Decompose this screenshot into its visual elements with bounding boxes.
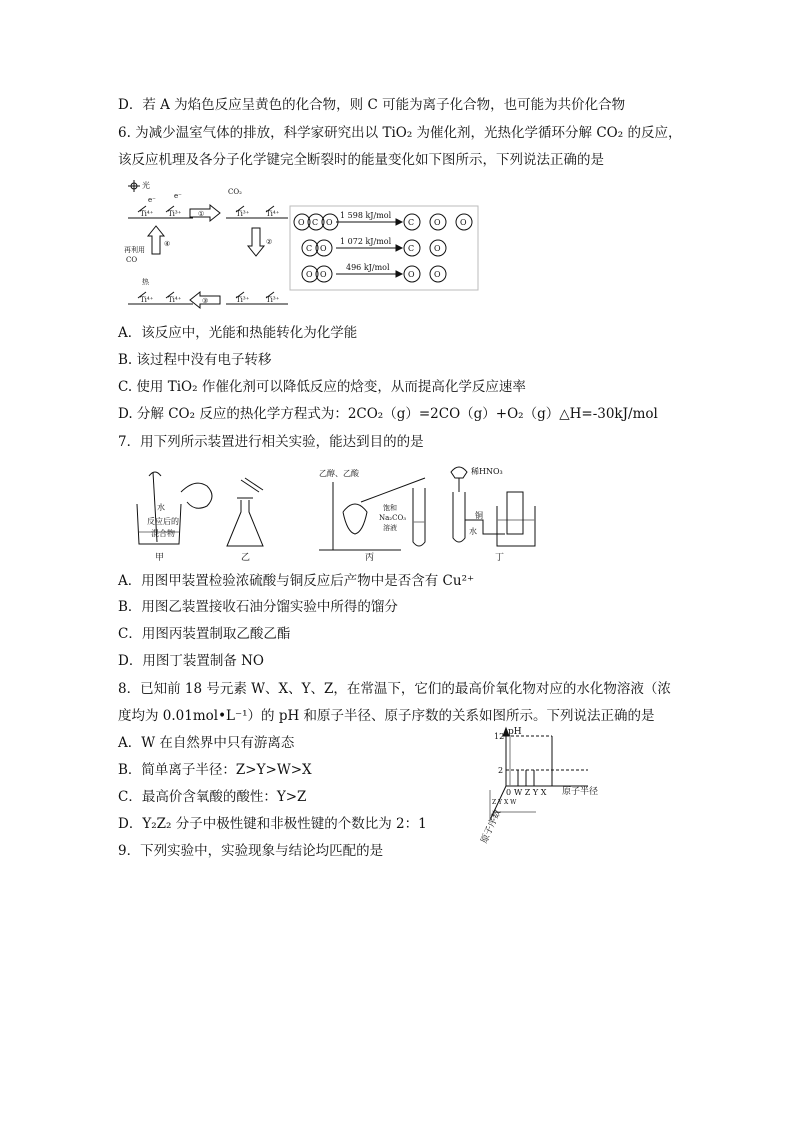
q8-ph-figure bbox=[480, 724, 620, 854]
label-jia: 甲 bbox=[155, 553, 165, 562]
q6-option-c: C. 使用 TiO₂ 作催化剂可以降低反应的焓变，从而提高化学反应速率 bbox=[118, 379, 526, 395]
q6-option-d: D. 分解 CO₂ 反应的热化学方程式为：2CO₂（g）=2CO（g）+O₂（g）△H=-30kJ/mol bbox=[118, 406, 658, 422]
question-6-line1: 6. 为减少温室气体的排放，科学家研究出以 TiO₂ 为催化剂，光热化学循环分解 CO₂ 的反应， bbox=[118, 125, 682, 141]
jia-water-label: 水 bbox=[157, 503, 165, 512]
q6-mechanism-figure bbox=[118, 176, 480, 316]
origin-label: 0 bbox=[506, 788, 512, 797]
ding-water-label: 水 bbox=[469, 527, 477, 536]
saturated-label-1: 饱和 bbox=[383, 504, 397, 512]
question-8-line2: 度均为 0.01mol•L⁻¹）的 pH 和原子半径、原子序数的关系如图所示。下列说法正确的是 bbox=[118, 708, 655, 724]
atom-o-4: O bbox=[460, 218, 467, 227]
energy-co: 1 072 kJ/mol bbox=[340, 237, 392, 246]
atom-o-10: O bbox=[434, 270, 441, 279]
q7-option-d: D．用图丁装置制备 NO bbox=[118, 653, 264, 669]
radius-ticks: W Z Y X bbox=[514, 788, 547, 797]
heat-label: 热 bbox=[142, 278, 149, 286]
label-ding: 丁 bbox=[495, 553, 505, 562]
ti4-label-3: Ti⁴⁺ bbox=[140, 296, 154, 304]
q6-option-a: A．该反应中，光能和热能转化为化学能 bbox=[118, 325, 358, 341]
atom-c-2: C bbox=[408, 218, 415, 227]
ti3-label-1: Ti³⁺ bbox=[168, 210, 182, 218]
step-3: ③ bbox=[202, 297, 209, 305]
ti4-label-2: Ti⁴⁺ bbox=[266, 210, 280, 218]
ti3-label-2: Ti³⁺ bbox=[236, 210, 250, 218]
q8-option-c: C．最高价含氧酸的酸性：Y>Z bbox=[118, 789, 307, 805]
atom-o-8: O bbox=[320, 270, 327, 279]
atom-o-1: O bbox=[298, 218, 305, 227]
option-d-q5: D．若 A 为焰色反应呈黄色的化合物，则 C 可能为离子化合物，也可能为共价化合物 bbox=[118, 97, 626, 113]
atomic-number-axis-label: 原子序数 bbox=[480, 808, 504, 846]
light-label: 光 bbox=[142, 181, 150, 190]
ti3-label-3: Ti³⁺ bbox=[236, 296, 250, 304]
ethanol-acid-label: 乙醇、乙酸 bbox=[319, 469, 359, 478]
atom-c-4: C bbox=[408, 244, 415, 253]
co2-label: CO₂ bbox=[228, 188, 242, 196]
co-label: CO bbox=[126, 256, 138, 264]
ti4-label-4: Ti⁴⁺ bbox=[168, 296, 182, 304]
atom-o-2: O bbox=[326, 218, 333, 227]
atom-o-7: O bbox=[306, 270, 313, 279]
atom-c-3: C bbox=[306, 244, 313, 253]
atom-o-9: O bbox=[408, 270, 415, 279]
saturated-label-2: Na₂CO₃ bbox=[379, 514, 407, 522]
radius-axis-label: 原子半径 bbox=[562, 787, 599, 797]
q8-option-a: A．W 在自然界中只有游离态 bbox=[118, 735, 295, 751]
ph-tick-12: 12 bbox=[494, 732, 505, 741]
q8-option-d: D．Y₂Z₂ 分子中极性键和非极性键的个数比为 2：1 bbox=[118, 816, 427, 832]
electron-1: e⁻ bbox=[148, 196, 156, 204]
hno3-label: 稀HNO₃ bbox=[471, 467, 503, 476]
q6-option-b: B. 该过程中没有电子转移 bbox=[118, 352, 272, 368]
question-8-line1: 8．已知前 18 号元素 W、X、Y、Z，在常温下，它们的最高价氧化物对应的水化物溶液（浓 bbox=[118, 681, 671, 697]
electron-2: e⁻ bbox=[174, 192, 182, 200]
q7-option-c: C．用图丙装置制取乙酸乙酯 bbox=[118, 626, 291, 642]
label-yi: 乙 bbox=[241, 553, 251, 562]
copper-label: 铜 bbox=[475, 511, 483, 520]
saturated-label-3: 溶液 bbox=[383, 524, 397, 532]
question-7: 7．用下列所示装置进行相关实验，能达到目的的是 bbox=[118, 434, 424, 450]
jia-mix-label-1: 反应后的 bbox=[147, 517, 179, 526]
question-6-line2: 该反应机理及各分子化学键完全断裂时的能量变化如下图所示，下列说法正确的是 bbox=[118, 152, 604, 168]
q8-option-b: B．简单离子半径：Z>Y>W>X bbox=[118, 762, 312, 778]
ti4-label-1: Ti⁴⁺ bbox=[140, 210, 154, 218]
step-4: ④ bbox=[164, 240, 171, 248]
atomic-number-ticks: Z Y X W bbox=[492, 799, 517, 806]
q7-option-a: A．用图甲装置检验浓硫酸与铜反应后产物中是否含有 Cu²⁺ bbox=[118, 573, 475, 589]
atom-o-5: O bbox=[320, 244, 327, 253]
ti3-label-4: Ti³⁺ bbox=[266, 296, 280, 304]
ph-tick-2: 2 bbox=[498, 766, 504, 775]
label-bing: 丙 bbox=[365, 553, 375, 562]
energy-co2: 1 598 kJ/mol bbox=[340, 211, 392, 220]
atom-o-3: O bbox=[434, 218, 441, 227]
ph-axis-label: pH bbox=[508, 727, 522, 737]
atom-o-6: O bbox=[434, 244, 441, 253]
step-1: ① bbox=[198, 210, 205, 218]
step-2: ② bbox=[266, 238, 273, 246]
energy-o2: 496 kJ/mol bbox=[346, 263, 390, 272]
jia-mix-label-2: 混合物 bbox=[151, 529, 175, 538]
reuse-label: 再利用 bbox=[124, 246, 145, 254]
question-9: 9．下列实验中，实验现象与结论均匹配的是 bbox=[118, 843, 384, 859]
q7-option-b: B．用图乙装置接收石油分馏实验中所得的馏分 bbox=[118, 599, 398, 615]
atom-c-1: C bbox=[312, 218, 319, 227]
q7-apparatus-figure bbox=[133, 462, 543, 562]
